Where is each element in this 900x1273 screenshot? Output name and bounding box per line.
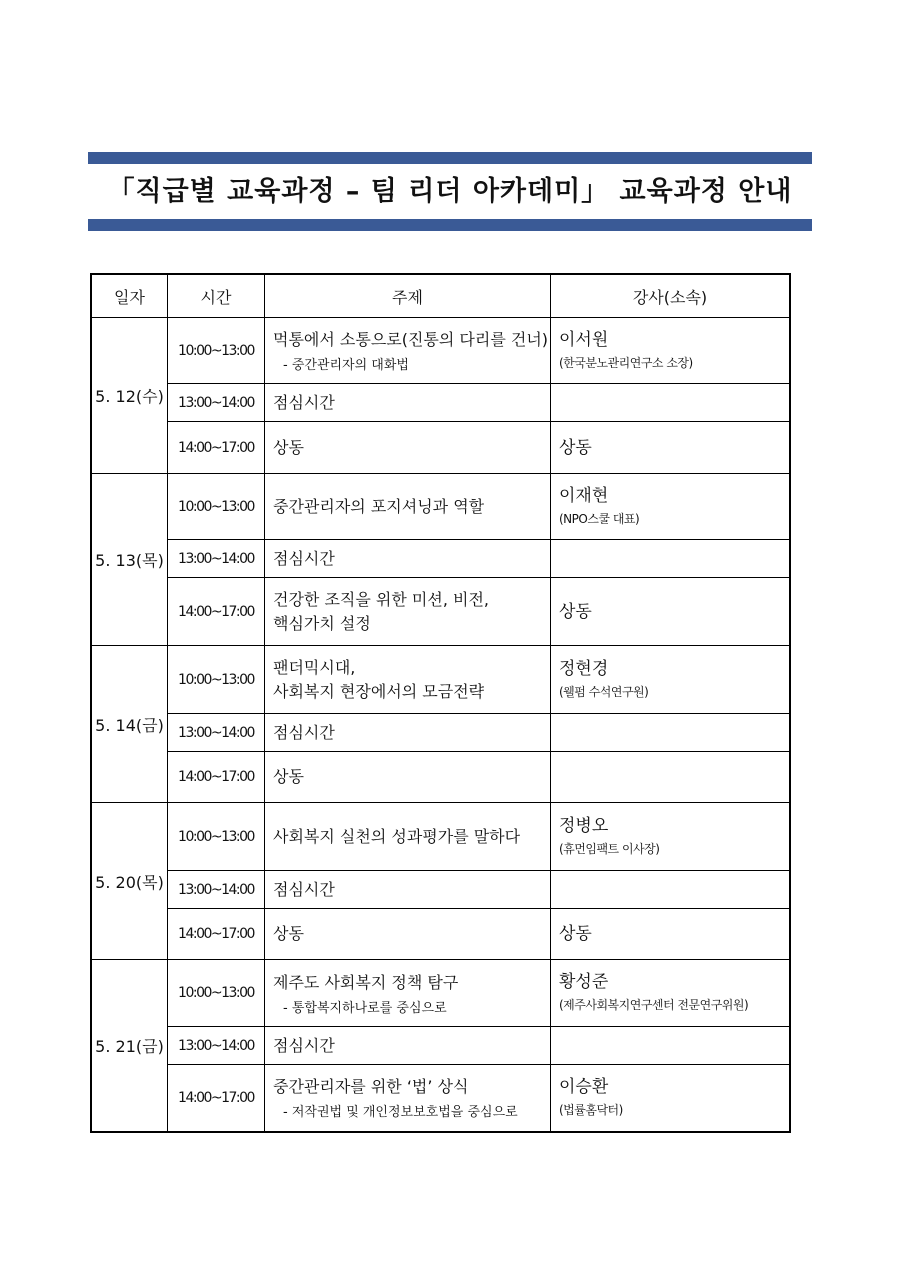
topic-cell [265,318,551,384]
table-row [91,1027,790,1065]
topic-subtitle: - 저작권법 및 개인정보보호법을 중심으로 [283,1105,518,1121]
table-row [91,803,790,871]
topic-text: 먹통에서 소통으로(진통의 다리를 건너) [273,330,549,349]
topic-subtitle: - 통합복지하나로를 중심으로 [283,1000,447,1016]
time-cell: 14:00~17:00 [168,909,265,960]
header-instructor: 강사(소속) [551,274,791,318]
instructor-cell [551,384,791,422]
time-cell: 13:00~14:00 [168,540,265,578]
instructor-cell [551,752,791,803]
table-row [91,1065,790,1132]
time-cell: 10:00~13:00 [168,318,265,384]
time-cell: 13:00~14:00 [168,1027,265,1065]
time-cell: 10:00~13:00 [168,803,265,871]
topic-text: 사회복지 실천의 성과평가를 말하다 [273,826,521,846]
time-cell: 10:00~13:00 [168,474,265,540]
date-cell: 5. 13(목) [91,474,168,646]
date-cell: 5. 12(수) [91,318,168,474]
topic-cell [265,752,551,803]
instructor-cell [551,318,791,384]
topic-cell [265,1027,551,1065]
instructor-name: 이서원 [559,329,609,350]
header-time: 시간 [168,274,265,318]
instructor-cell [551,803,791,871]
instructor-cell [551,578,791,646]
time-cell: 14:00~17:00 [168,422,265,474]
topic-cell [265,422,551,474]
time-cell: 14:00~17:00 [168,578,265,646]
instructor-name: 정병오 [559,815,609,836]
topic-text: 상동 [273,437,304,457]
header-date: 일자 [91,274,168,318]
topic-text-line2: 핵심가치 설정 [273,613,371,633]
topic-text: 점심시간 [273,879,335,899]
table-row [91,578,790,646]
topic-text: 건강한 조직을 위한 미션, 비전, [273,589,489,609]
topic-subtitle: - 중간관리자의 대화법 [283,358,409,373]
topic-cell [265,714,551,752]
date-cell: 5. 21(금) [91,960,168,1132]
table-row [91,318,790,384]
date-cell: 5. 14(금) [91,646,168,803]
topic-cell [265,578,551,646]
topic-text-line2: 사회복지 현장에서의 모금전략 [273,681,485,701]
topic-cell [265,871,551,909]
topic-text: 상동 [273,767,304,786]
header-row [91,274,790,318]
schedule-body [91,318,790,1132]
topic-cell [265,646,551,714]
time-cell: 10:00~13:00 [168,960,265,1027]
topic-text: 점심시간 [273,1035,335,1055]
table-row [91,384,790,422]
instructor-cell [551,474,791,540]
topic-cell [265,960,551,1027]
time-cell: 14:00~17:00 [168,752,265,803]
instructor-name: 황성준 [559,972,609,992]
topic-text: 팬더믹시대, [273,657,356,677]
topic-text: 중간관리자를 위한 ‘법’ 상식 [273,1077,469,1097]
time-cell: 13:00~14:00 [168,714,265,752]
instructor-name: 상동 [559,437,592,458]
topic-text: 상동 [273,924,304,943]
table-row [91,422,790,474]
instructor-cell [551,871,791,909]
topic-cell [265,909,551,960]
instructor-affiliation: (웰펌 수석연구원) [559,684,649,699]
schedule-table [90,273,791,1133]
page-title: 「직급별 교육과정 – 팀 리더 아카데미」 교육과정 안내 [107,176,793,207]
time-cell: 13:00~14:00 [168,384,265,422]
topic-cell [265,384,551,422]
table-row [91,714,790,752]
table-row [91,474,790,540]
instructor-cell [551,909,791,960]
instructor-cell [551,960,791,1027]
topic-cell [265,1065,551,1132]
instructor-cell [551,714,791,752]
instructor-affiliation: (제주사회복지연구센터 전문연구위원) [559,998,749,1012]
table-row [91,960,790,1027]
instructor-cell [551,1065,791,1132]
instructor-affiliation: (법률홈닥터) [559,1102,623,1117]
instructor-name: 이승환 [559,1076,609,1097]
instructor-cell [551,646,791,714]
instructor-cell [551,422,791,474]
topic-text: 점심시간 [273,392,335,412]
topic-text: 점심시간 [273,722,335,742]
table-row [91,646,790,714]
table-row [91,909,790,960]
instructor-name: 상동 [559,924,592,944]
table-row [91,871,790,909]
instructor-name: 이재현 [559,485,609,506]
instructor-name: 상동 [559,601,592,622]
instructor-cell [551,1027,791,1065]
instructor-affiliation: (휴먼임팩트 이사장) [559,841,660,856]
instructor-cell [551,540,791,578]
topic-cell [265,803,551,871]
topic-text: 점심시간 [273,548,335,568]
topic-text: 제주도 사회복지 정책 탐구 [273,972,459,992]
date-cell: 5. 20(목) [91,803,168,960]
instructor-name: 정현경 [559,658,609,679]
time-cell: 13:00~14:00 [168,871,265,909]
time-cell: 14:00~17:00 [168,1065,265,1132]
table-row [91,540,790,578]
instructor-affiliation: (한국분노관리연구소 소장) [559,355,693,370]
table-row [91,752,790,803]
instructor-affiliation: (NPO스쿨 대표) [559,511,640,526]
topic-cell [265,540,551,578]
topic-cell [265,474,551,540]
title-bar-top [88,152,812,164]
time-cell: 10:00~13:00 [168,646,265,714]
header-topic: 주제 [265,274,551,318]
title-bar-bottom [88,219,812,231]
topic-text: 중간관리자의 포지셔닝과 역할 [273,496,485,516]
